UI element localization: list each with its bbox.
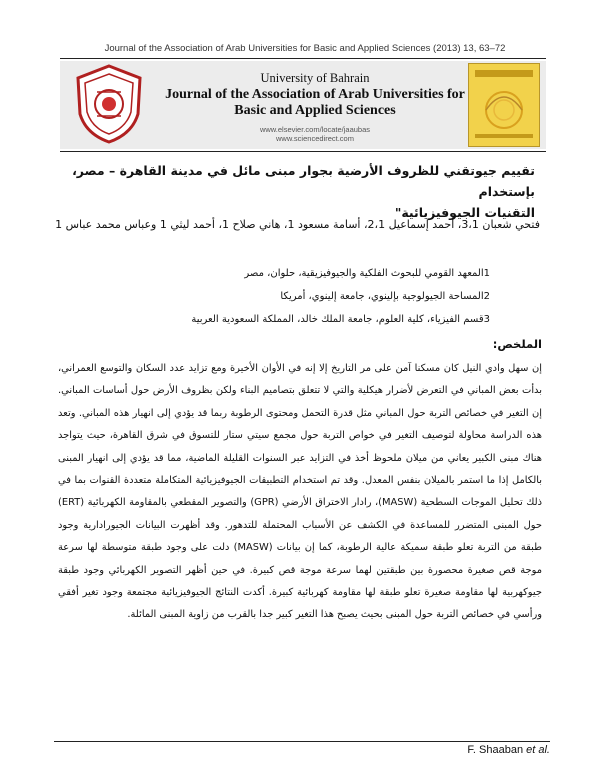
- footer-et-al: et al.: [526, 744, 550, 756]
- journal-cover-icon: [468, 63, 540, 147]
- affiliation-3: 3قسم الفيزياء، كلية العلوم، جامعة الملك خالد، المملكة السعودية العربية: [191, 314, 490, 325]
- university-of-bahrain-seal-icon: [72, 62, 146, 146]
- article-title-line-2: التقنيات الجيوفيزيائية": [394, 205, 535, 220]
- footer-author-name: F. Shaaban: [467, 744, 524, 756]
- journal-title: [160, 87, 470, 119]
- journal-citation-line: Journal of the Association of Arab Universities for Basic and Applied Sciences (2013) 13, 63–72: [104, 43, 506, 54]
- journal-header-banner: [60, 58, 546, 152]
- author-list: فتحي شعبان 3،1، أحمد إسماعيل 2،1، أسامة مسعود 1، هاني صلاح 1، أحمد ليثي 1 وعباس محمد عباس 1: [55, 218, 540, 231]
- page-footer: [54, 741, 550, 756]
- article-title-line-1: تقييم جيوتقني للظروف الأرضية بجوار مبنى مائل في مدينة القاهرة – مصر، بإستخدام: [72, 163, 535, 199]
- journal-url-sciencedirect[interactable]: www.sciencedirect.com: [276, 134, 354, 143]
- journal-url-elsevier[interactable]: www.elsevier.com/locate/jaaubas: [259, 125, 371, 134]
- journal-title-line-2: Basic and Applied Sciences: [234, 103, 396, 118]
- footer-author: [467, 744, 550, 756]
- article-title: [55, 160, 535, 223]
- affiliation-1: 1المعهد القومي للبحوث الفلكية والجيوفيزيقية، حلوان، مصر: [244, 268, 490, 279]
- affiliation-2: 2المساحة الجيولوجية بإلينوي، جامعة إلينوي، أمريكا: [280, 291, 490, 302]
- abstract-heading: الملخص:: [492, 337, 542, 351]
- journal-title-line-1: Journal of the Association of Arab Universities for: [165, 87, 465, 102]
- university-name: University of Bahrain: [260, 71, 370, 85]
- abstract-body: إن سهل وادي النيل كان مسكنا آمن على مر التاريخ إلا إنه في الأوان الأخيرة ومع تزايد عدد السكان والتوسع العمراني، بدأت بعض المباني في التعرض لأضرار هيكلية والتي لا تتعلق بتصاميم البناء ولكن بظروف الأرض حول أساسات المباني. إن التغير في خصائص التربة حول المباني مثل قدرة التحمل ومحتوى الرطوبة ربما قد يؤدي إلى انهيار هذه المباني. وتعد هذه الدراسة محاولة لتوصيف التغير في خواص التربة حول مجمع سيتي ستار للتسوق في شرق القاهرة، حيث يتواجد هناك مبنى الكبير يعاني من ميلان ملحوظ أخذ في التزايد عبر السنوات القليلة الماضية، مما قد يؤدي إلى انهيار المبنى بالكامل إذا ما استمر بالميلان بنفس المعدل. وقد تم استخدام التطبيقات الجيوفيزيائية المتكاملة متعددة القنوات بما في ذلك تحليل الموجات السطحية (MASW)، رادار الاختراق الأرضي (GPR) والتصوير المقطعي بالمقاومة الكهربائية (ERT) حول المبنى المتضرر للمساعدة في الكشف عن الأسباب المحتملة للتدهور. وقد أظهرت البيانات الجيورادارية وجود طبقة من التربة تعلو طبقة سميكة عالية الرطوبة، كما إن بيانات (MASW) دلت على وجود طبقة متوسطة لها سرعة موجة قص صغيرة محصورة بين طبقتين لهما سرعة موجة قص كبيرة. في حين أظهر التصوير الكهربائي وجود طبقة جيوكهربية لها مقاومة صغيرة تعلو طبقة لها مقاومة كهربائية كبيرة. أكدت النتائج الجيوفيزيائية مجتمعة وجود تغير أفقي ورأسي في خصائص التربة حول المبنى بحيث يصبح هذا التغير كبير جدا بالقرب من زاوية المبنى المائلة.: [58, 363, 542, 621]
